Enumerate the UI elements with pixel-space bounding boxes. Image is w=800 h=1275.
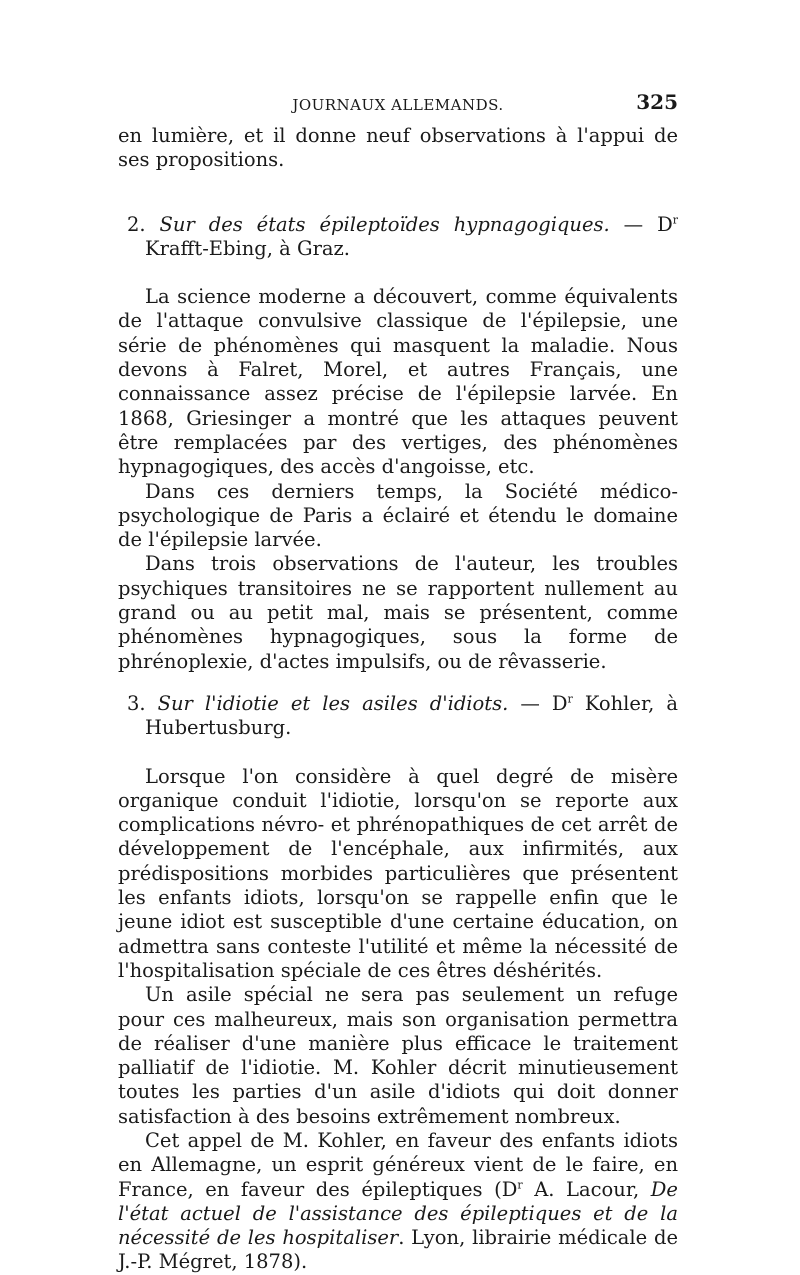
running-title: JOURNAUX ALLEMANDS. — [292, 96, 504, 114]
author-sup: r — [567, 692, 573, 706]
section-dash: — — [508, 691, 552, 715]
section-number: 2. — [127, 212, 146, 236]
body-paragraph: Lorsque l'on considère à quel degré de misère organique conduit l'idiotie, lorsqu'on se reporte aux complications névro- et phrénopathiques de cet arrêt de développement de l'encéphale, aux infirmités, aux prédispositions morbides particulières que présentent les enfants idiots, lorsqu'on se rappelle enfin que le jeune idiot est susceptible d'une certaine éducation, on admettra sans conteste l'utilité et même la nécessité de l'hospitalisation spéciale de ces êtres déshérités. — [118, 764, 678, 982]
author-sup: r — [672, 213, 678, 227]
final-paragraph — [118, 1129, 678, 1275]
section-heading-3 — [118, 692, 678, 741]
author-prefix: D — [657, 212, 673, 236]
section-author: Krafft-Ebing, à Graz. — [145, 236, 351, 260]
section-title: Sur des états épileptoïdes hypnagogiques. — [159, 212, 610, 236]
final-text-end: . Lyon, librairie médicale de J.-P. Mégret, 1878). — [118, 1226, 678, 1274]
final-author: A. Lacour, — [522, 1177, 651, 1201]
final-text-before: Cet appel de M. Kohler, en faveur des enfants idiots en Allemagne, un esprit généreux vient de le faire, en France, en faveur des épileptiques (D — [118, 1128, 678, 1201]
body-paragraph: Dans ces derniers temps, la Société médico-psychologique de Paris a éclairé et étendu le domaine de l'épilepsie larvée. — [118, 479, 678, 552]
document-page — [118, 90, 678, 1275]
cited-work-title: De l'état actuel de l'assistance des épileptiques et de la nécessité de les hospitaliser — [118, 1177, 678, 1250]
section-heading-2 — [118, 213, 678, 262]
final-sup: r — [517, 1178, 523, 1192]
section-dash: — — [609, 212, 658, 236]
running-header — [118, 90, 678, 124]
section-author: Kohler, à Hubertusburg. — [145, 691, 678, 740]
author-prefix: D — [551, 691, 568, 715]
continuation-paragraph: en lumière, et il donne neuf observations à l'appui de ses propositions. — [118, 124, 678, 172]
body-paragraph: Un asile spécial ne sera pas seulement un refuge pour ces malheureux, mais son organisation permettra de réaliser d'une manière plus efficace le traitement palliatif de l'idiotie. M. Kohler décrit minutieusement toutes les parties d'un asile d'idiots qui doit donner satisfaction à des besoins extrêmement nombreux. — [118, 983, 678, 1128]
section-title: Sur l'idiotie et les asiles d'idiots. — [157, 691, 509, 715]
body-paragraph: La science moderne a découvert, comme équivalents de l'attaque convulsive classique de l'épilepsie, une série de phénomènes qui masquent la maladie. Nous devons à Falret, Morel, et autres Français, une connaissance assez précise de l'épilepsie larvée. En 1868, Griesinger a montré que les attaques peuvent être remplacées par des vertiges, des phénomènes hypnagogiques, des accès d'angoisse, etc. — [118, 285, 678, 479]
section-number: 3. — [127, 691, 146, 715]
body-paragraph: Dans trois observations de l'auteur, les troubles psychiques transitoires ne se rapportent nullement au grand ou au petit mal, mais se présentent, comme phénomènes hypnagogiques, sous la forme de phrénoplexie, d'actes impulsifs, ou de rêvasserie. — [118, 552, 678, 673]
page-number: 325 — [636, 90, 678, 114]
